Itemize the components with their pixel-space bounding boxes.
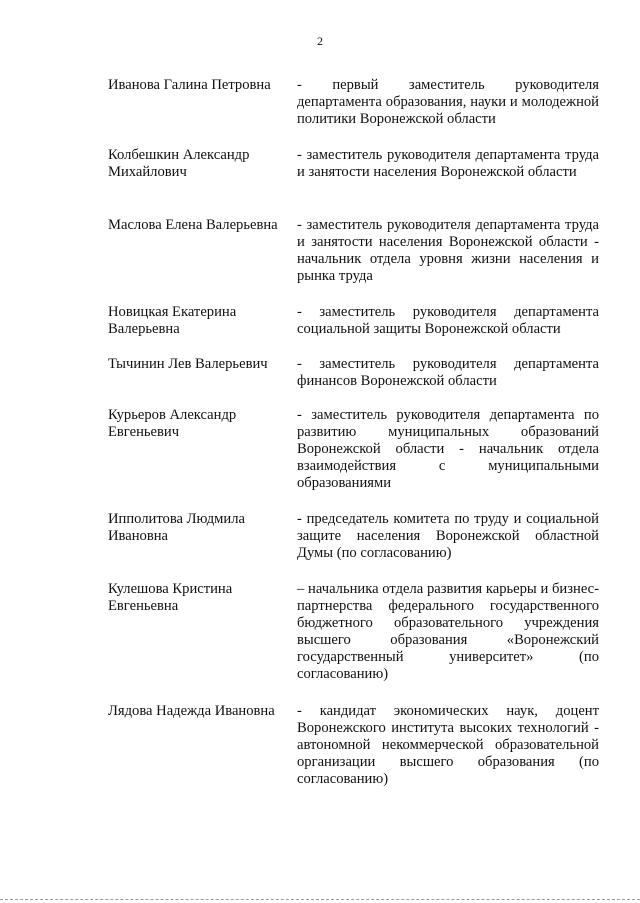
member-name: Маслова Елена Валерьевна (108, 217, 278, 233)
member-name: Кулешова Кристина Евгеньевна (108, 581, 233, 614)
member-role: - кандидат экономических наук, доцент Воронежского института высоких технологий - автономной некоммерческой образовательной организации высшего образования (по согласованию) (297, 703, 599, 787)
member-role: – начальника отдела развития карьеры и бизнес-партнерства федерального государственного бюджетного образовательного учреждения высшего образования «Воронежский государственный университет» (по согласованию) (297, 581, 599, 682)
member-role: - первый заместитель руководителя департамента образования, науки и молодежной политики Воронежской области (297, 77, 599, 127)
member-name: Новицкая Екатерина Валерьевна (108, 304, 237, 337)
member-name: Лядова Надежда Ивановна (108, 703, 275, 719)
member-role: - заместитель руководителя департамента труда и занятости населения Воронежской области - начальник отдела уровня жизни населения и рынка труда (297, 217, 599, 284)
member-name: Курьеров Александр Евгеньевич (108, 407, 237, 440)
member-name: Тычинин Лев Валерьевич (108, 356, 268, 372)
page-number: 2 (317, 34, 323, 48)
member-role: - председатель комитета по труду и социальной защите населения Воронежской областной Думы (по согласованию) (297, 511, 599, 561)
member-role: - заместитель руководителя департамента труда и занятости населения Воронежской области (297, 147, 599, 180)
scan-edge-line (0, 899, 640, 900)
member-name: Иванова Галина Петровна (108, 77, 271, 93)
member-role: - заместитель руководителя департамента по развитию муниципальных образований Воронежской области - начальник отдела взаимодействия с муниципальными образованиями (297, 407, 599, 491)
member-name: Колбешкин Александр Михайлович (108, 147, 250, 180)
member-role: - заместитель руководителя департамента финансов Воронежской области (297, 356, 599, 389)
member-name: Ипполитова Людмила Ивановна (108, 511, 245, 544)
member-role: - заместитель руководителя департамента социальной защиты Воронежской области (297, 304, 599, 337)
